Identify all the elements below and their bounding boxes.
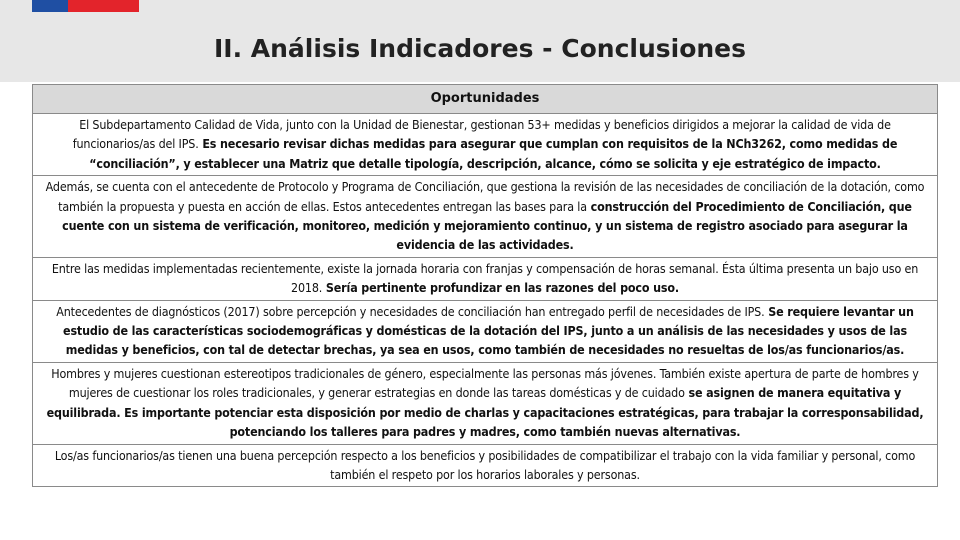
row-text: El Subdepartamento Calidad de Vida, junto con la Unidad de Bienestar, gestionan 53+ medidas y beneficios dirigidos a mejorar la calidad de vida de funcionarios/as del IPS.: [72, 117, 891, 152]
table-header: Oportunidades: [33, 85, 937, 114]
table-row: [33, 301, 937, 363]
row-text: Hombres y mujeres cuestionan estereotipos tradicionales de género, especialmente las personas más jóvenes. También existe apertura de parte de hombres y mujeres de cuestionar los roles tradicionales, y generar estrategias en donde las tareas domésticas y de cuidado: [51, 365, 919, 401]
row-text-bold: se asignen de manera equitativa y equilibrada. Es importante potenciar esta disposición por medio de charlas y capacitaciones estratégicas, para trabajar la corresponsabilidad, potenciando los talleres para padres y madres, como también nuevas alternativas.: [46, 385, 924, 440]
row-text-bold: Es necesario revisar dichas medidas para asegurar que cumplan con requisitos de la NCh3262, como medidas de “conciliación”, y establecer una Matriz que detalle tipología, descripción, alcance, cómo se solicita y eje estratégico de impacto.: [89, 136, 898, 171]
table-row: [33, 363, 937, 445]
row-text-bold: construcción del Procedimiento de Conciliación, que cuente con un sistema de verificación, monitoreo, medición y mejoramiento continuo, y un sistema de registro asociado para asegurar la evidencia de las actividades.: [62, 198, 912, 253]
gobierno-flag-stripe: [32, 0, 139, 12]
row-text: Los/as funcionarios/as tienen una buena percepción respecto a los beneficios y posibilidades de compatibilizar el trabajo con la vida familiar y personal, como también el respeto por los horarios laborales y personas.: [54, 447, 916, 482]
opportunities-table: [32, 84, 938, 487]
row-text-bold: Se requiere levantar un estudio de las características sociodemográficas y domésticas de la dotación del IPS, junto a un análisis de las necesidades y usos de las medidas y beneficios, con tal de detectar brechas, ya sea en usos, como también de necesidades no resueltas de los/as funcionarios/as.: [63, 303, 914, 358]
row-text: Antecedentes de diagnósticos (2017) sobre percepción y necesidades de conciliación han entregado perfil de necesidades de IPS.: [56, 303, 765, 319]
row-text-bold: Sería pertinente profundizar en las razones del poco uso.: [322, 280, 679, 296]
table-row: [33, 445, 937, 488]
table-row: [33, 114, 937, 176]
table-row: [33, 258, 937, 301]
flag-blue-segment: [32, 0, 68, 12]
flag-red-segment: [68, 0, 139, 12]
table-row: [33, 176, 937, 258]
slide-header: [0, 0, 960, 82]
page-title: II. Análisis Indicadores - Conclusiones: [213, 34, 747, 63]
row-text: Entre las medidas implementadas recientemente, existe la jornada horaria con franjas y compensación de horas semanal. Ésta última presenta un bajo uso en 2018.: [51, 260, 919, 296]
row-text: Además, se cuenta con el antecedente de Protocolo y Programa de Conciliación, que gestiona la revisión de las necesidades de conciliación de la dotación, como también la propuesta y puesta en acción de ellas. Estos antecedentes entregan las bases para la: [45, 179, 925, 214]
